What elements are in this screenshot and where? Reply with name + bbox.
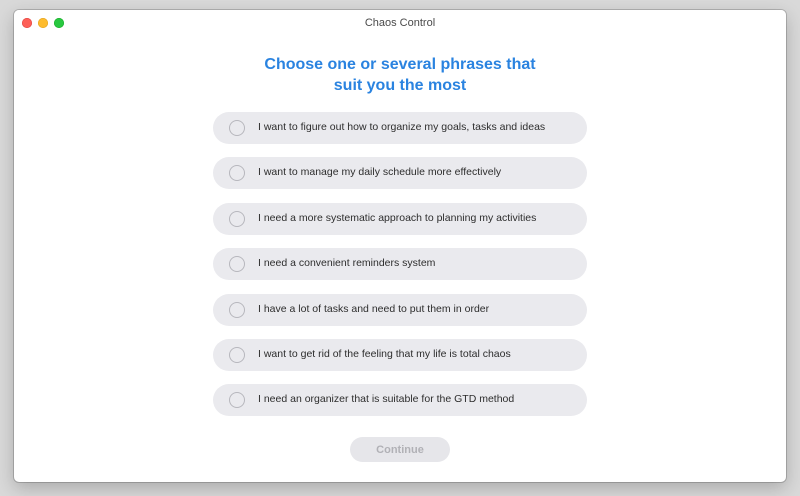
title-bar[interactable] (14, 10, 786, 36)
heading-line-2: suit you the most (333, 77, 467, 94)
radio-circle-icon[interactable] (229, 392, 245, 408)
phrase-option-reminders[interactable] (213, 248, 587, 280)
phrase-option-label: I need an organizer that is suitable for the GTD method (258, 393, 515, 406)
page-heading (14, 54, 786, 96)
phrase-option-label: I want to manage my daily schedule more effectively (258, 166, 502, 179)
radio-circle-icon[interactable] (229, 165, 245, 181)
phrase-option-label: I want to figure out how to organize my goals, tasks and ideas (258, 121, 546, 133)
heading-line-1: Choose one or several phrases that (264, 56, 536, 73)
phrase-option-organize-goals[interactable] (213, 112, 587, 144)
phrase-option-total-chaos[interactable] (213, 339, 587, 371)
radio-circle-icon[interactable] (229, 120, 245, 136)
phrase-option-daily-schedule[interactable] (213, 157, 587, 189)
phrase-option-label: I have a lot of tasks and need to put them in order (258, 302, 490, 315)
window-title: Chaos Control (364, 17, 436, 29)
radio-circle-icon[interactable] (229, 211, 245, 227)
phrase-option-systematic-planning[interactable] (213, 203, 587, 235)
phrase-options-list (213, 112, 587, 430)
phrase-option-label: I need a convenient reminders system (258, 257, 436, 270)
phrase-option-tasks-order[interactable] (213, 294, 587, 326)
phrase-option-gtd-method[interactable] (213, 384, 587, 416)
radio-circle-icon[interactable] (229, 347, 245, 363)
radio-circle-icon[interactable] (229, 302, 245, 318)
phrase-option-label: I want to get rid of the feeling that my life is total chaos (258, 347, 511, 360)
app-window (14, 10, 786, 482)
radio-circle-icon[interactable] (229, 256, 245, 272)
phrase-option-label: I need a more systematic approach to planning my activities (258, 211, 537, 224)
continue-button[interactable]: Continue (350, 437, 450, 462)
